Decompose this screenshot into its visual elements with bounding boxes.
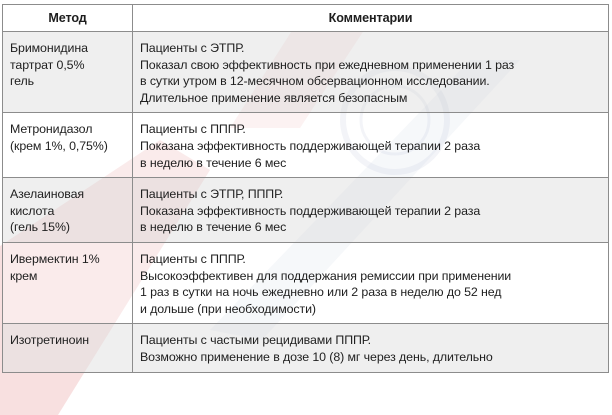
comment-line: Пациенты с ЭТПР, ПППР.: [140, 187, 284, 202]
comment-line: Показал свою эффективность при ежедневном применении 1 раз: [140, 57, 515, 72]
method-column-header: Метод: [3, 5, 133, 32]
method-label: Бримонидина тартрат 0,5% гель: [10, 41, 88, 89]
comment-cell: [133, 178, 609, 243]
comment-line: Пациенты с ПППР.: [140, 122, 246, 137]
method-cell: [3, 113, 133, 178]
table-row: [3, 113, 609, 178]
method-label: Метронидазол (крем 1%, 0,75%): [10, 122, 108, 153]
comment-line: 1 раз в сутки на ночь ежедневно или 2 раза в неделю до 52 нед: [140, 285, 502, 300]
comment-cell: [133, 32, 609, 113]
comment-cell: [133, 324, 609, 372]
comment-line: Длительное применение является безопасным: [140, 90, 408, 105]
comments-column-header: Комментарии: [133, 5, 609, 32]
method-label: Ивермектин 1% крем: [10, 251, 100, 283]
method-label: Изотретиноин: [10, 333, 90, 348]
comment-line: Пациенты с ЭТПР.: [140, 41, 245, 55]
method-cell: [3, 324, 133, 372]
comment-line: Показана эффективность поддерживающей терапии 2 раза: [140, 203, 481, 218]
comment-cell: [133, 242, 609, 323]
table-row: [3, 324, 609, 372]
comment-line: Возможно применение в дозе 10 (8) мг через день, длительно: [140, 349, 493, 364]
table-header-row: [3, 5, 609, 32]
table-row: [3, 32, 609, 113]
comment-line: и дольше (при необходимости): [140, 301, 316, 316]
comment-line: в неделю в течение 6 мес: [140, 155, 287, 170]
comment-line: Показана эффективность поддерживающей терапии 2 раза: [140, 138, 481, 153]
method-cell: [3, 32, 133, 113]
method-label: Азелаиновая кислота (гель 15%): [10, 187, 85, 235]
comment-line: Пациенты с частыми рецидивами ПППР.: [140, 333, 371, 348]
method-cell: [3, 178, 133, 243]
table-row: [3, 242, 609, 323]
therapy-table: [2, 4, 609, 373]
comment-line: Пациенты с ПППР.: [140, 251, 246, 266]
comment-cell: [133, 113, 609, 178]
comment-line: в сутки утром в 12-месячном обсервационном исследовании.: [140, 74, 490, 89]
comment-line: в неделю в течение 6 мес: [140, 220, 287, 235]
method-cell: [3, 242, 133, 323]
table-row: [3, 178, 609, 243]
comment-line: Высокоэффективен для поддержания ремиссии при применении: [140, 268, 512, 283]
